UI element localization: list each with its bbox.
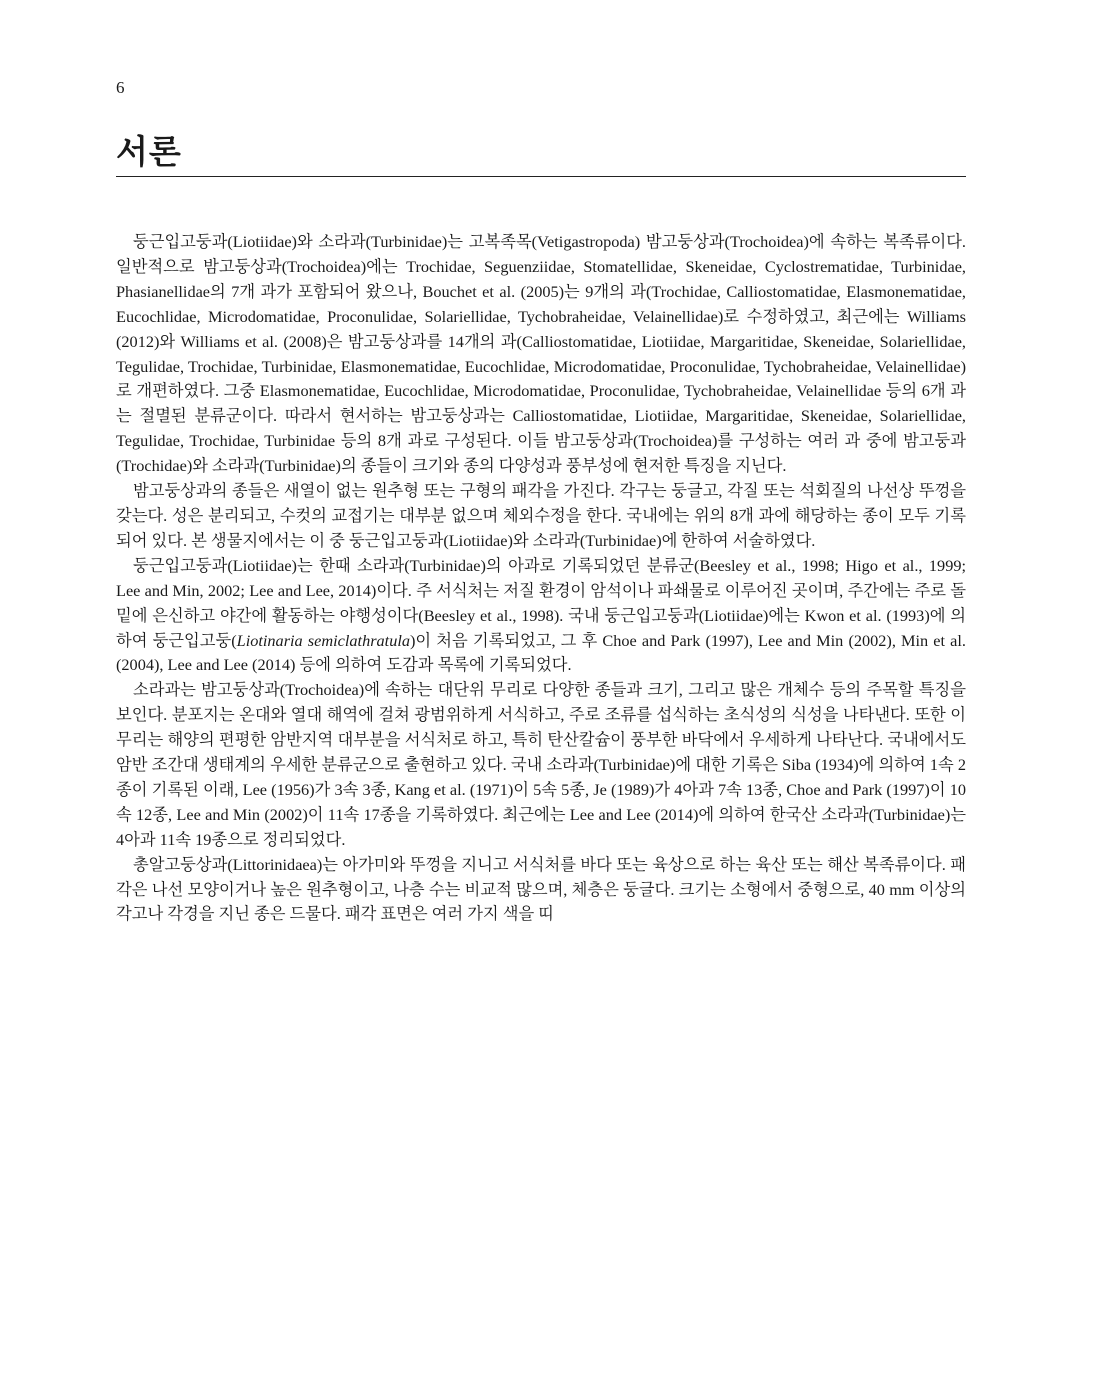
chapter-title: 서론 <box>116 132 182 171</box>
paragraph-text: 둥근입고둥과(Liotiidae)와 소라과(Turbinidae)는 고복족목(Vetigastropoda) 밤고둥상과(Trochoidea)에 속하는 복족류이다. 일반적으로 밤고둥상과(Trochoidea)에는 Trochidae, Seguenziidae, Stomatellidae, Skeneidae, Cyclostrematidae, Turbinidae, Phasianellidae의 7개 과가 포함되어 왔으나, Bouchet et al. (2005)는 9개의 과(Trochidae, Calliostomatidae, Elasmonematidae, Eucochlidae, Microdomatidae, Proconulidae, Solariellidae, Tychobraheidae, Velainellidae)로 수정하였고, 최근에는 Williams (2012)와 Williams et al. (2008)은 밤고둥상과를 14개의 과(Calliostomatidae, Liotiidae, Margaritidae, Skeneidae, Solariellidae, Tegulidae, Trochidae, Turbinidae, Elasmonematidae, Eucochlidae, Microdomatidae, Proconulidae, Tychobraheidae, Velainellidae)로 개편하였다. 그중 Elasmonematidae, Eucochlidae, Microdomatidae, Proconulidae, Tychobraheidae, Velainellidae 등의 6개 과는 절멸된 분류군이다. 따라서 현서하는 밤고둥상과는 Calliostomatidae, Liotiidae, Margaritidae, Skeneidae, Solariellidae, Tegulidae, Trochidae, Turbinidae 등의 8개 과로 구성된다. 이들 밤고둥상과(Trochoidea)를 구성하는 여러 과 중에 밤고둥과(Trochidae)와 소라과(Turbinidae)의 종들이 크기와 종의 다양성과 풍부성에 현저한 특징을 지닌다. <box>116 232 966 476</box>
body-text <box>116 230 966 927</box>
title-divider <box>116 176 966 177</box>
paragraph-text: 총알고둥상과(Littorinidaea)는 아가미와 뚜껑을 지니고 서식처를 바다 또는 육상으로 하는 육산 또는 해산 복족류이다. 패각은 나선 모양이거나 높은 원추형이고, 나층 수는 비교적 많으며, 체층은 둥글다. 크기는 소형에서 중형으로, 40 mm 이상의 각고나 각경을 지닌 종은 드물다. 패각 표면은 여러 가지 색을 띠 <box>116 854 966 924</box>
paragraph-text: 둥근입고둥과(Liotiidae)는 한때 소라과(Turbinidae)의 아과로 기록되었던 분류군(Beesley et al., 1998; Higo et al., 1999; Lee and Min, 2002; Lee and Lee, 2014)이다. 주 서식처는 저질 환경이 암석이나 파쇄물로 이루어진 곳이며, 주간에는 주로 돌 밑에 은신하고 야간에 활동하는 야행성이다(Beesley et al., 1998). 국내 둥근입고둥과(Liotiidae)에는 Kwon et al. (1993)에 의하여 둥근입고둥( <box>116 555 966 650</box>
paragraph-text: 소라과는 밤고둥상과(Trochoidea)에 속하는 대단위 무리로 다양한 종들과 크기, 그리고 많은 개체수 등의 주목할 특징을 보인다. 분포지는 온대와 열대 해역에 걸쳐 광범위하게 서식하고, 주로 조류를 섭식하는 초식성의 식성을 나타낸다. 또한 이 무리는 해양의 편평한 암반지역 대부분을 서식처로 하고, 특히 탄산칼슘이 풍부한 바닥에서 우세하게 나타난다. 국내에서도 암반 조간대 생태계의 우세한 분류군으로 출현하고 있다. 국내 소라과(Turbinidae)에 대한 기록은 Siba (1934)에 의하여 1속 2종이 기록된 이래, Lee (1956)가 3속 3종, Kang et al. (1971)이 5속 5종, Je (1989)가 4아과 7속 13종, Choe and Park (1997)이 10속 12종, Lee and Min (2002)이 11속 17종을 기록하였다. 최근에는 Lee and Lee (2014)에 의하여 한국산 소라과(Turbinidae)는 4아과 11속 19종으로 정리되었다. <box>116 680 966 849</box>
paragraph-text: )이 처음 기록되었고, 그 후 Choe and Park (1997), Lee and Min (2002), Min et al. (2004), Lee and Lee (2014) 등에 의하여 도감과 목록에 기록되었다. <box>116 630 966 675</box>
paragraph-3 <box>116 554 966 679</box>
paragraph-5 <box>116 853 966 928</box>
page-number: 6 <box>116 78 125 97</box>
paragraph-1 <box>116 230 966 479</box>
paragraph-4 <box>116 678 966 852</box>
paragraph-text: 밤고둥상과의 종들은 새열이 없는 원추형 또는 구형의 패각을 가진다. 각구는 둥글고, 각질 또는 석회질의 나선상 뚜껑을 갖는다. 성은 분리되고, 수컷의 교접기는 대부분 없으며 체외수정을 한다. 국내에는 위의 8개 과에 해당하는 종이 모두 기록되어 있다. 본 생물지에서는 이 중 둥근입고둥과(Liotiidae)와 소라과(Turbinidae)에 한하여 서술하였다. <box>116 481 966 550</box>
paragraph-2 <box>116 479 966 554</box>
species-name: Liotinaria semiclathratula <box>236 630 411 650</box>
